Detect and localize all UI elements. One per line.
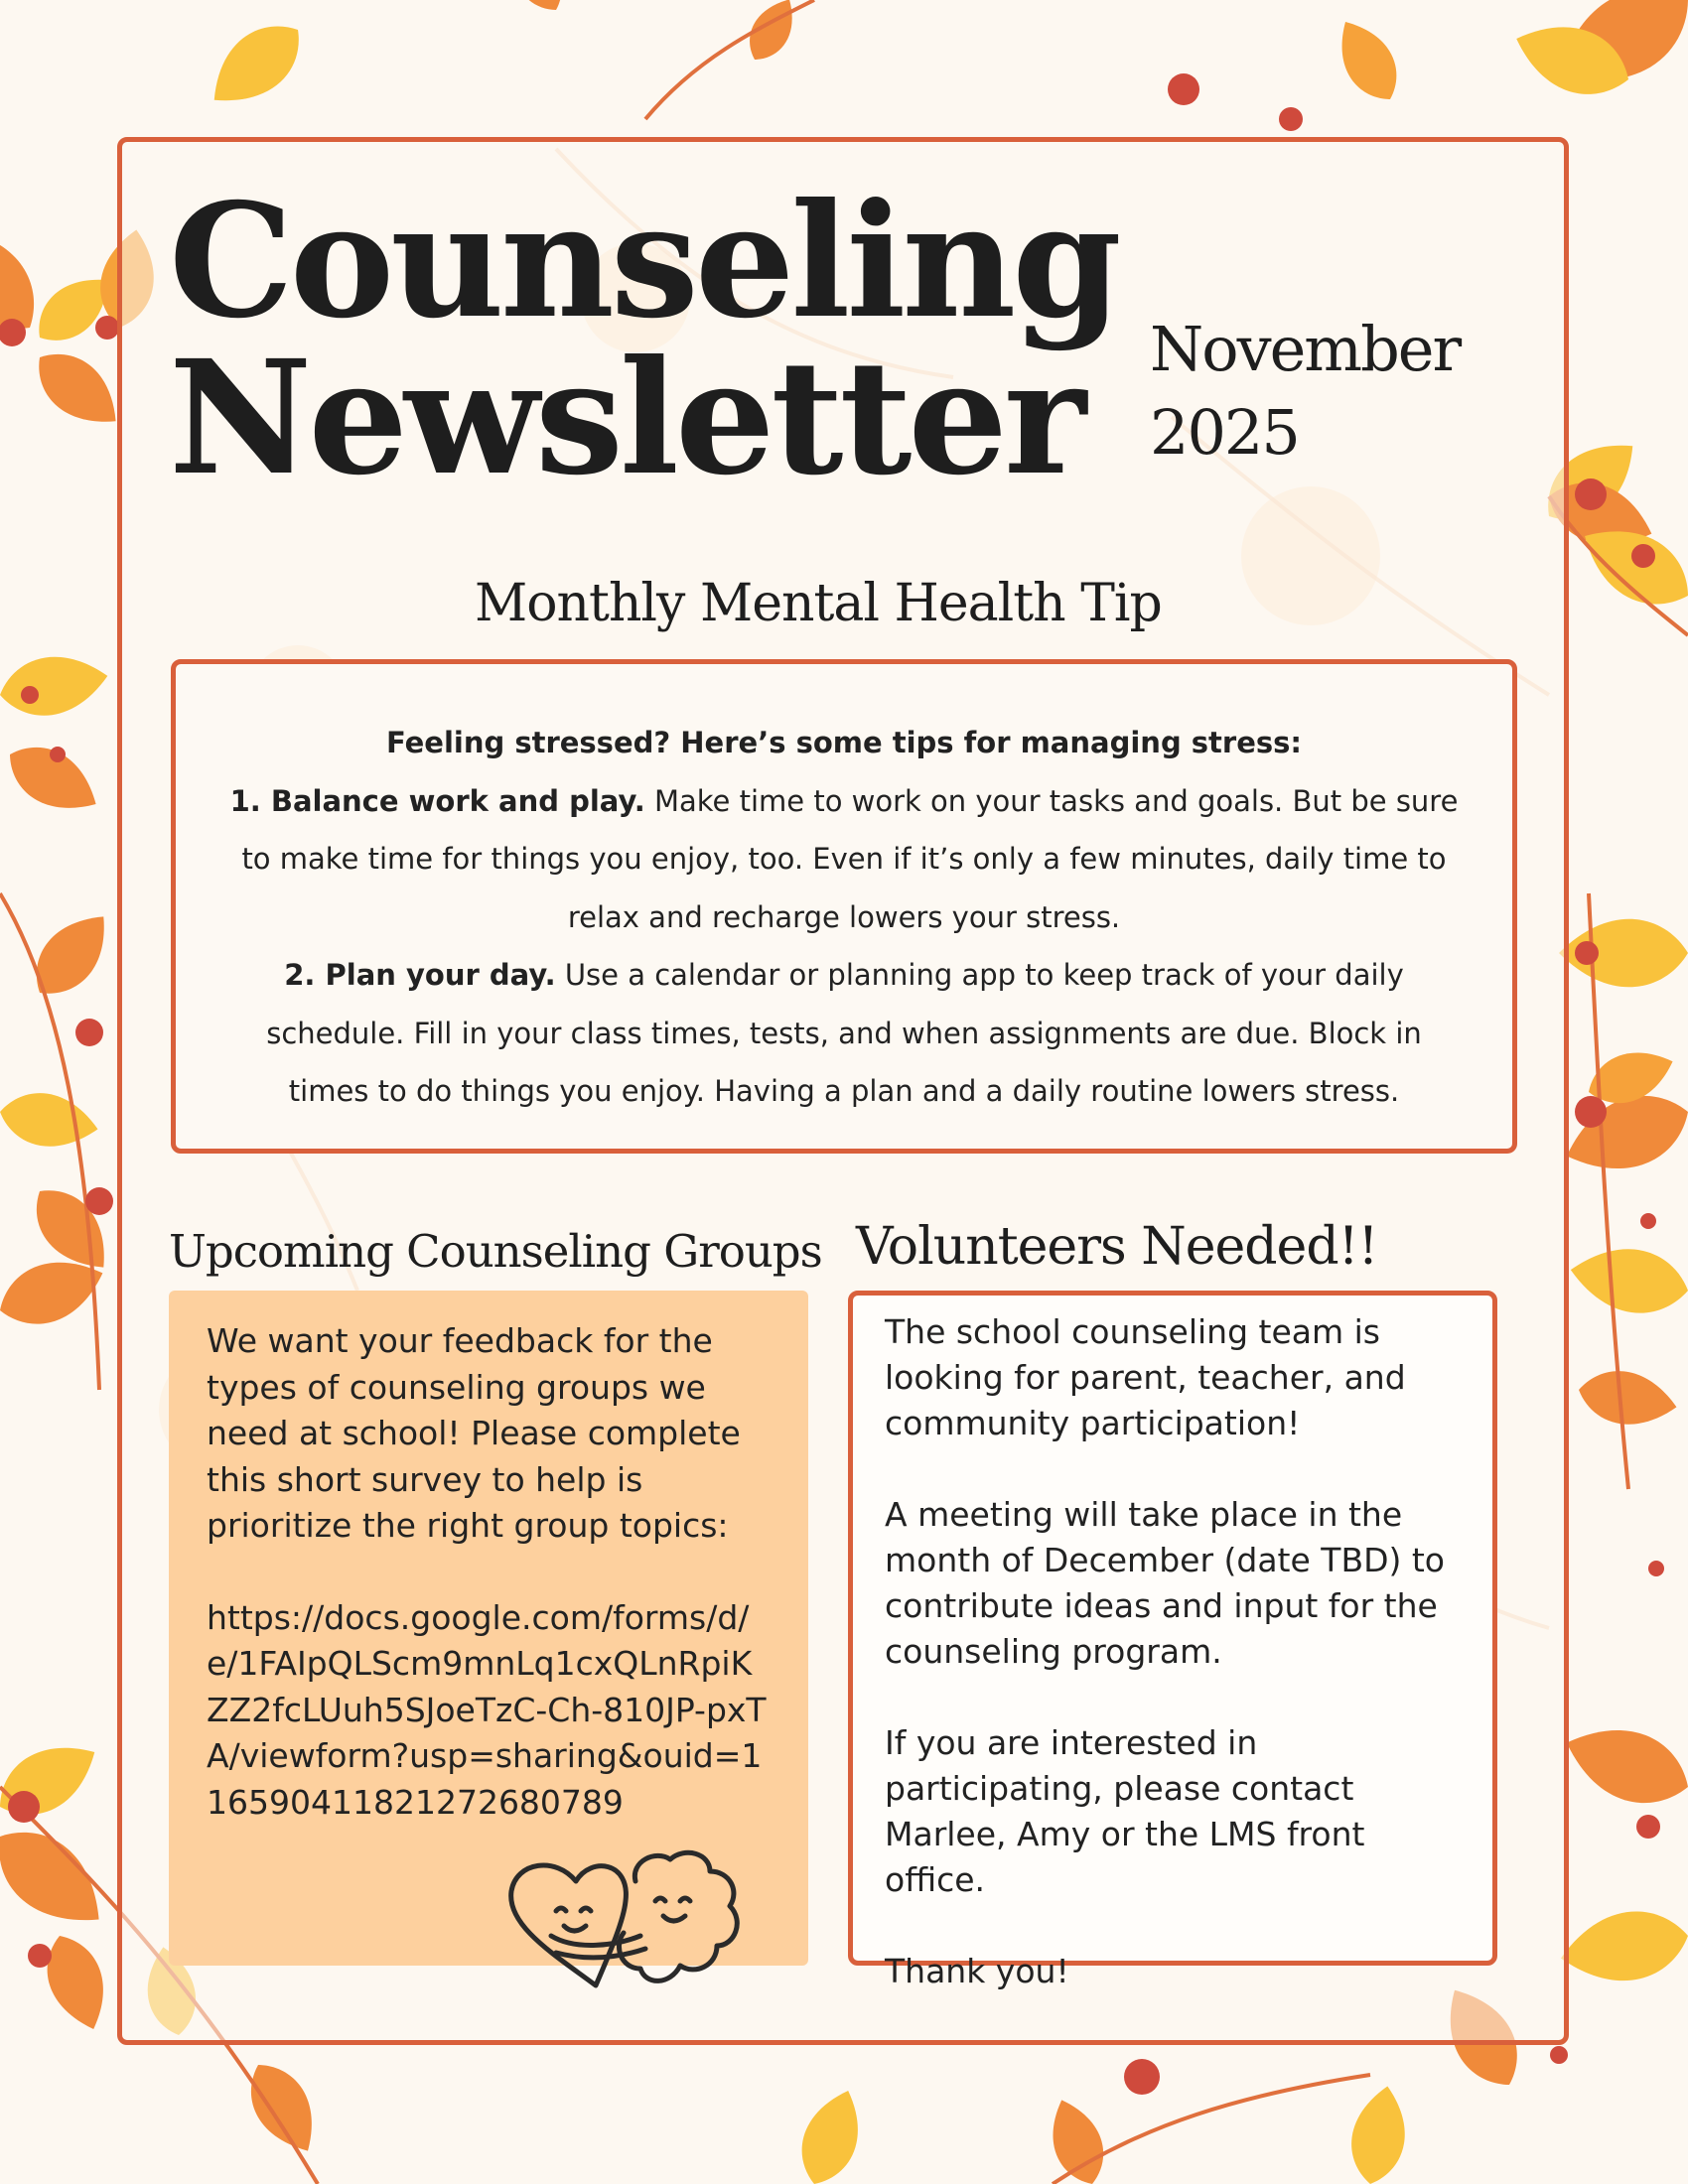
issue-month: November [1150,313,1461,385]
tip-item-1 [225,772,1463,947]
tip-heading: Monthly Mental Health Tip [475,574,1162,633]
volunteers-para-3: If you are interested in participating, please contact Marlee, Amy or the LMS front office. [885,1723,1365,1899]
heart-brain-hug-icon [496,1842,755,2000]
issue-date [1150,308,1460,475]
tip-item-2-text: Use a calendar or planning app to keep track of your daily schedule. Fill in your class times, tests, and when assignments are due. Block in times to do things you enjoy. Having a plan and a daily routine lowers stress. [266,958,1422,1108]
tip-item-2-title: 2. Plan your day. [284,958,556,992]
tip-item-1-title: 1. Balance work and play. [229,783,645,818]
volunteers-heading: Volunteers Needed!! [856,1217,1378,1277]
issue-year: 2025 [1150,396,1299,469]
title-line-1: Counseling [169,170,1118,353]
tip-box [171,659,1517,1154]
volunteers-para-1: The school counseling team is looking for parent, teacher, and community participation! [885,1312,1406,1442]
tip-intro: Feeling stressed? Here’s some tips for managing stress: [385,726,1303,759]
tip-item-1-text: Make time to work on your tasks and goals. But be sure to make time for things you enjoy, too. Even if it’s only a few minutes, daily time to relax and recharge lowers your stress. [241,783,1459,934]
volunteers-para-4: Thank you! [885,1952,1069,1990]
newsletter-title [169,170,1118,510]
volunteers-box [848,1291,1497,1990]
volunteers-para-2: A meeting will take place in the month of December (date TBD) to contribute ideas and input for the counseling program. [885,1495,1445,1671]
groups-heading: Upcoming Counseling Groups [169,1225,822,1278]
title-line-2: Newsletter [169,327,1083,510]
tip-item-2 [225,946,1463,1121]
groups-body: We want your feedback for the types of counseling groups we need at school! Please complete this short survey to help is prioritize the right group topics: [207,1321,741,1545]
survey-link[interactable]: https://docs.google.com/forms/d/e/1FAIpQLScm9mnLq1cxQLnRpiKZZ2fcLUuh5SJoeTzC-Ch-810JP-pxTA/viewform?usp=sharing&ouid=116590411821272680789 [207,1597,767,1822]
